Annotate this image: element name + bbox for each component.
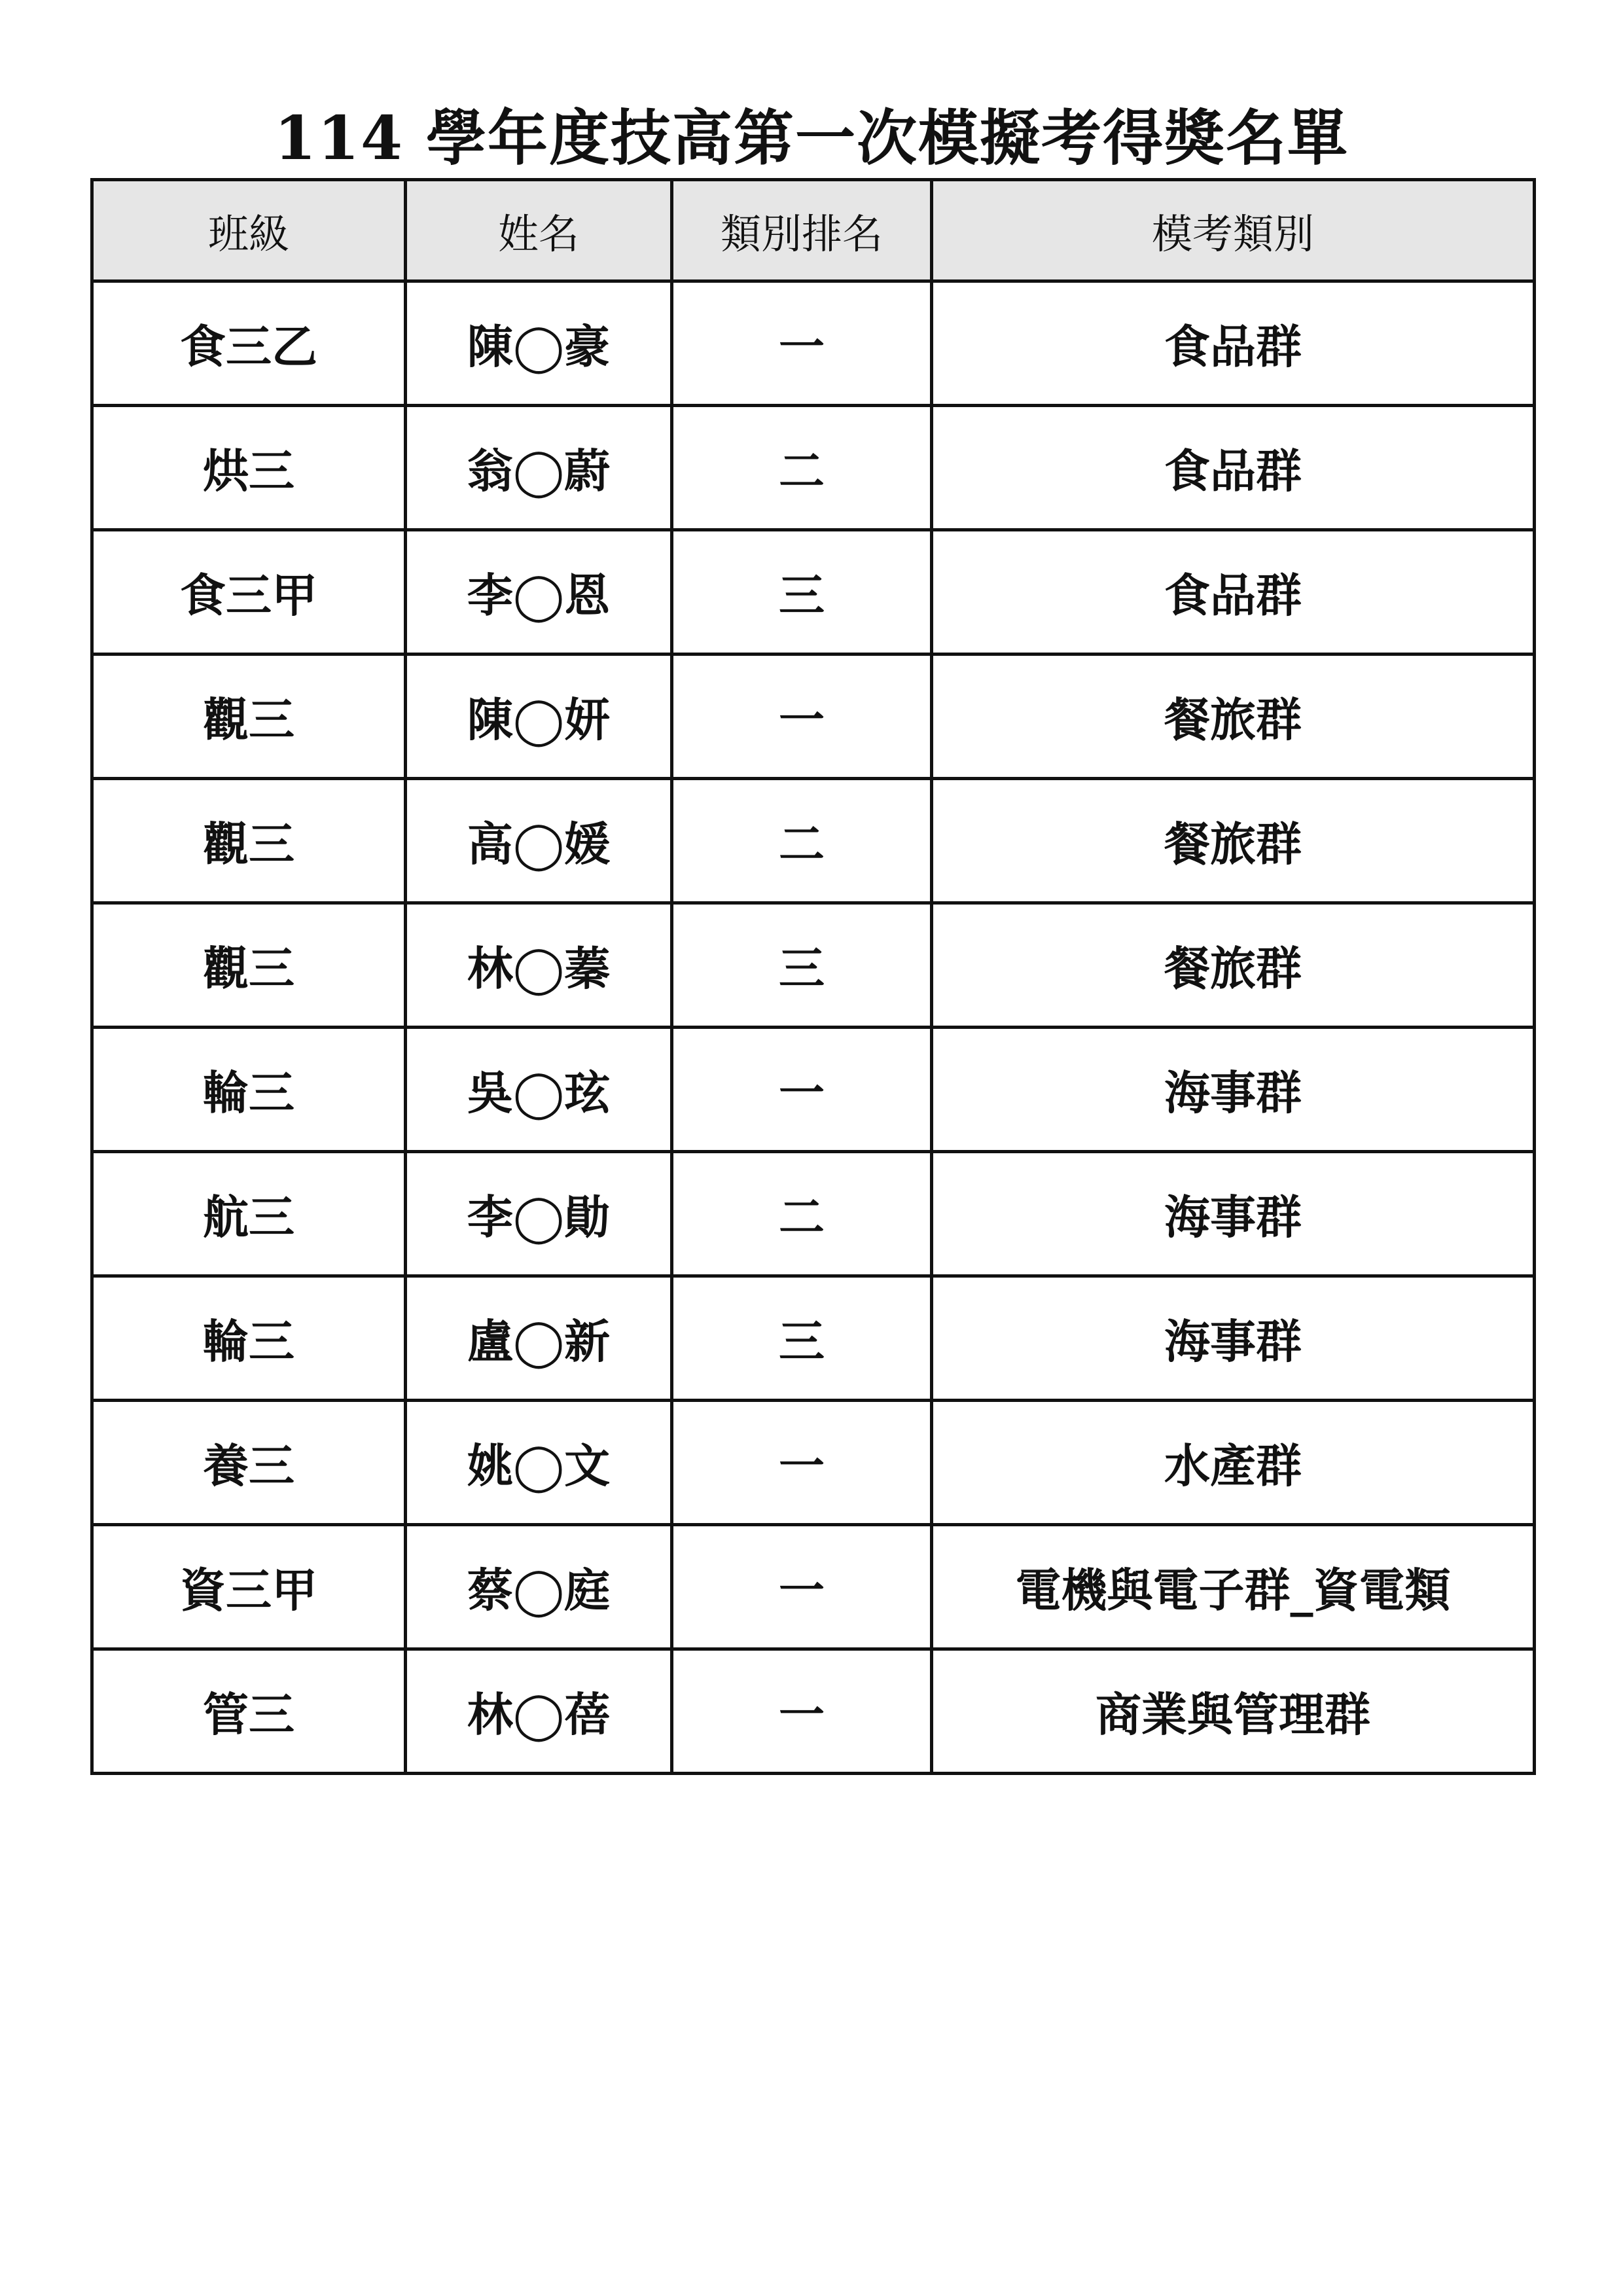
cell-name: 李◯恩 <box>406 530 672 655</box>
cell-name: 高◯媛 <box>406 779 672 903</box>
cell-category: 食品群 <box>932 530 1535 655</box>
cell-class: 管三 <box>92 1649 406 1774</box>
cell-rank: 三 <box>672 903 932 1028</box>
table-header-row <box>92 180 1535 281</box>
cell-rank: 一 <box>672 1028 932 1152</box>
header-name: 姓名 <box>406 180 672 281</box>
cell-name: 蔡◯庭 <box>406 1525 672 1649</box>
cell-category: 食品群 <box>932 281 1535 406</box>
cell-category: 海事群 <box>932 1028 1535 1152</box>
table-row <box>92 1525 1535 1649</box>
cell-rank: 三 <box>672 530 932 655</box>
cell-name: 翁◯蔚 <box>406 406 672 530</box>
cell-class: 觀三 <box>92 655 406 779</box>
cell-rank: 二 <box>672 406 932 530</box>
cell-category: 餐旅群 <box>932 655 1535 779</box>
table-row <box>92 530 1535 655</box>
cell-class: 食三乙 <box>92 281 406 406</box>
cell-category: 餐旅群 <box>932 903 1535 1028</box>
page-title: 114 學年度技高第一次模擬考得獎名單 <box>274 103 1349 173</box>
cell-name: 吳◯玹 <box>406 1028 672 1152</box>
table-row <box>92 779 1535 903</box>
cell-rank: 一 <box>672 281 932 406</box>
table-row <box>92 406 1535 530</box>
cell-name: 林◯蓓 <box>406 1649 672 1774</box>
cell-rank: 二 <box>672 779 932 903</box>
header-category: 模考類別 <box>932 180 1535 281</box>
table-row <box>92 1649 1535 1774</box>
header-rank: 類別排名 <box>672 180 932 281</box>
cell-category: 商業與管理群 <box>932 1649 1535 1774</box>
cell-rank: 一 <box>672 1401 932 1525</box>
cell-category: 餐旅群 <box>932 779 1535 903</box>
cell-class: 輪三 <box>92 1276 406 1401</box>
cell-name: 李◯勛 <box>406 1152 672 1276</box>
cell-class: 觀三 <box>92 779 406 903</box>
cell-category: 海事群 <box>932 1276 1535 1401</box>
cell-name: 陳◯豪 <box>406 281 672 406</box>
cell-class: 輪三 <box>92 1028 406 1152</box>
cell-category: 水產群 <box>932 1401 1535 1525</box>
cell-rank: 一 <box>672 1525 932 1649</box>
cell-name: 盧◯新 <box>406 1276 672 1401</box>
cell-class: 資三甲 <box>92 1525 406 1649</box>
table-row <box>92 1401 1535 1525</box>
cell-rank: 一 <box>672 655 932 779</box>
cell-rank: 一 <box>672 1649 932 1774</box>
header-class: 班級 <box>92 180 406 281</box>
cell-class: 食三甲 <box>92 530 406 655</box>
table-row <box>92 903 1535 1028</box>
cell-category: 海事群 <box>932 1152 1535 1276</box>
cell-class: 養三 <box>92 1401 406 1525</box>
table-row <box>92 1276 1535 1401</box>
cell-name: 姚◯文 <box>406 1401 672 1525</box>
cell-category: 食品群 <box>932 406 1535 530</box>
table-row <box>92 1152 1535 1276</box>
cell-class: 航三 <box>92 1152 406 1276</box>
cell-name: 陳◯妍 <box>406 655 672 779</box>
table-row <box>92 281 1535 406</box>
award-table <box>90 178 1536 1775</box>
cell-class: 觀三 <box>92 903 406 1028</box>
cell-rank: 三 <box>672 1276 932 1401</box>
cell-rank: 二 <box>672 1152 932 1276</box>
table-row <box>92 1028 1535 1152</box>
cell-name: 林◯蓁 <box>406 903 672 1028</box>
cell-category: 電機與電子群_資電類 <box>932 1525 1535 1649</box>
cell-class: 烘三 <box>92 406 406 530</box>
table-row <box>92 655 1535 779</box>
